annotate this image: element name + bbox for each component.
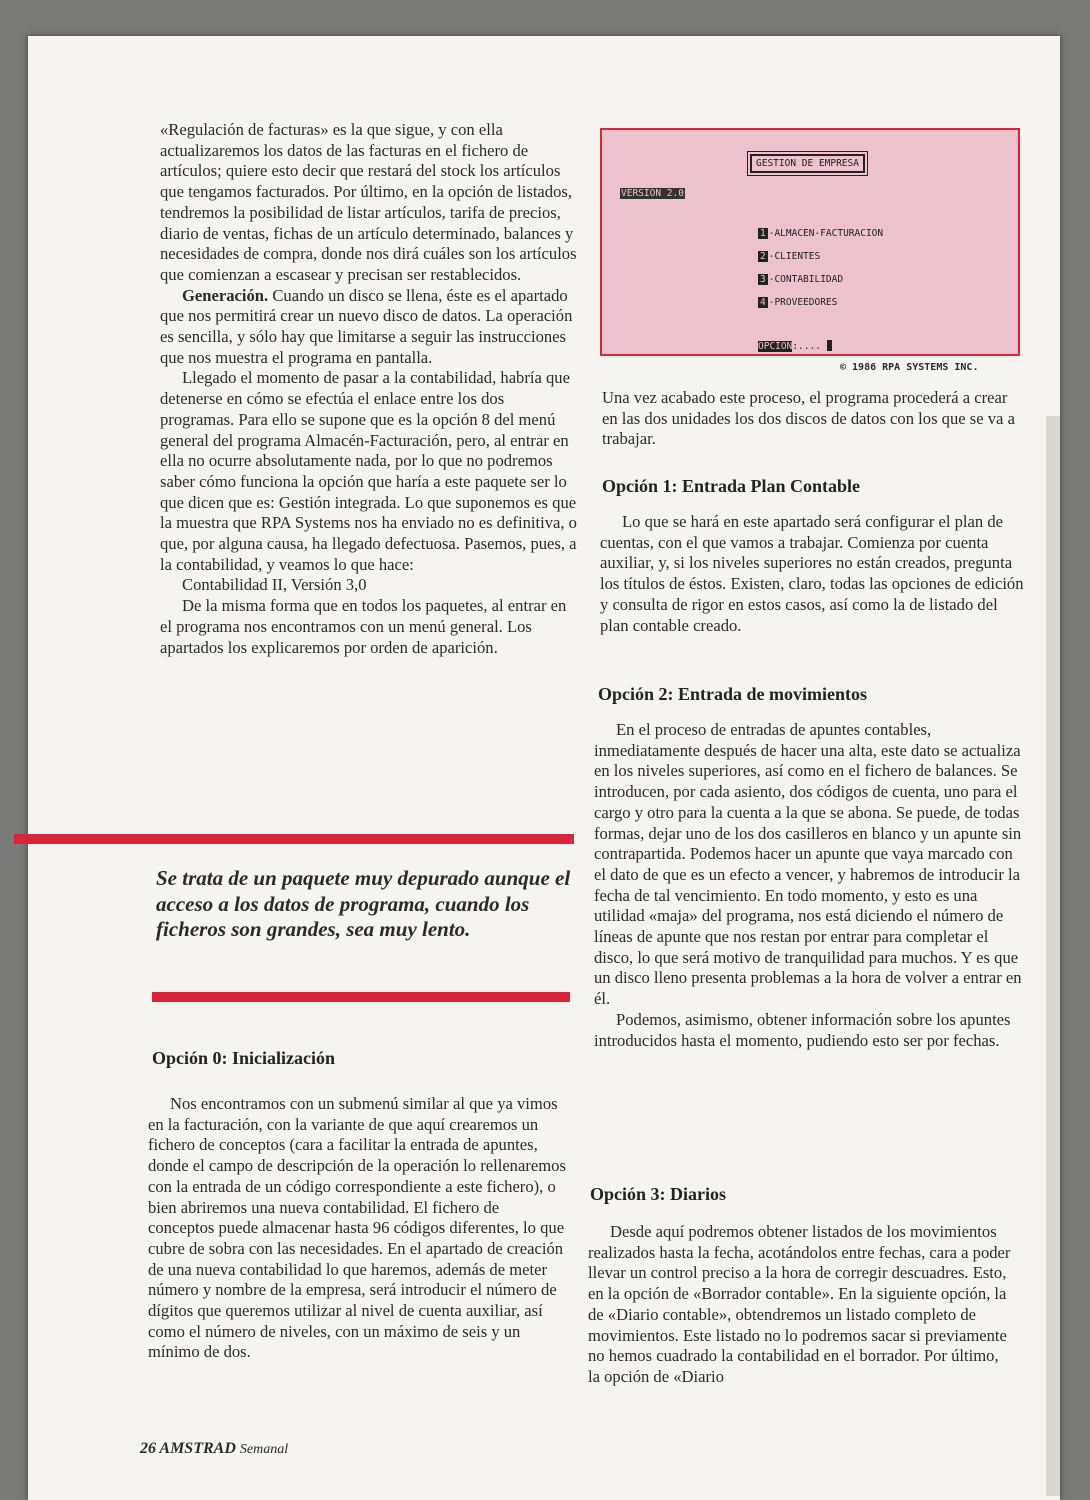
heading-opcion-0: Opción 0: Inicialización (152, 1048, 336, 1068)
screen-prompt: OPCION:.... (758, 340, 832, 352)
paragraph-inicializacion: Nos encontramos con un submenú similar al que ya vimos en la facturación, con la variante de que aquí crearemos un fichero de conceptos (cara a facilitar la entrada de apuntes, donde el campo de descripción de la operación lo rellenaremos con la entrada de un código correspondiente a este fichero), o bien abriremos una nueva contabilidad. El fichero de conceptos puede almacenar hasta 96 códigos diferentes, lo que cubre de sobra con las necesidades. En el apartado de creación de una nueva contabilidad lo que haremos, además de meter número y nombre de la empresa, será introducir el número de dígitos que queremos utilizar al nivel de cuenta auxiliar, así como el número de niveles, con un máximo de seis y un mínimo de dos. (148, 1094, 566, 1362)
opcion-0-body (148, 1094, 568, 1363)
pull-quote: Se trata de un paquete muy depurado aunque el acceso a los datos de programa, cuando los ficheros son grandes, sea muy lento. (156, 866, 571, 941)
magazine-section: Semanal (239, 1442, 289, 1457)
opcion-1-body (600, 512, 1024, 636)
heading-opcion-2: Opción 2: Entrada de movimientos (598, 684, 868, 704)
paragraph-enlace: Llegado el momento de pasar a la contabilidad, habría que detenerse en cómo se efectúa el enlace entre los dos programas. Para ello se supone que es la opción 8 del menú general del programa Almacén-Facturación, pero, al entrar en ella no ocurre absolutamente nada, por lo que no podremos saber cómo funciona la opción que haría a este paquete ser lo que dicen que es: Gestión integrada. Lo que suponemos es que la muestra que RPA Systems nos ha enviado no es definitiva, o que, por alguna causa, ha llegado defectuosa. Pasemos, pues, a la contabilidad, y veamos lo que hace: (160, 368, 577, 574)
screen-version: VERSION 2.0 (621, 188, 684, 199)
quote-top-rule (14, 834, 574, 844)
screenshot-copyright: © 1986 RPA SYSTEMS INC. (840, 362, 979, 373)
screen-menu-item: 1 -ALMACEN-FACTURACION (760, 228, 884, 239)
cursor-icon (827, 340, 832, 351)
magazine-name: AMSTRAD (159, 1440, 236, 1457)
paragraph-regulacion: «Regulación de facturas» es la que sigue, y con ella actualizaremos los datos de las facturas en el fichero de artículos; quiere esto decir que restará del stock los artículos que tengamos facturados. Por último, en la opción de listados, tendremos la posibilidad de listar artículos, tarifa de precios, diario de ventas, fichas de un artículo determinado, balances y necesidades de compra, donde nos dirá cuáles son los artículos que comienzan a escasear y precisan ser restablecidos. (160, 120, 577, 284)
screen-title: GESTION DE EMPRESA (750, 154, 865, 173)
screen-menu-item: 2 -CLIENTES (760, 251, 821, 262)
generacion-label: Generación. (182, 285, 269, 305)
page-footer (140, 1440, 288, 1458)
paragraph-generacion (160, 286, 580, 369)
paragraph-intro: Una vez acabado este proceso, el programa procederá a crear en las dos unidades los dos discos de datos con los que se va a trabajar. (602, 388, 1015, 449)
heading-opcion-3: Opción 3: Diarios (590, 1184, 727, 1204)
opcion-2-body (594, 720, 1022, 1051)
paragraph-version: Contabilidad II, Versión 3,0 (182, 575, 367, 595)
paragraph-plan-contable: Lo que se hará en este apartado será configurar el plan de cuentas, con el que vamos a trabajar. Comienza por cuenta auxiliar, y, si los niveles superiores no están creados, pregunta los títulos de éstos. Existen, claro, todas las opciones de edición y consulta de rigor en estos casos, así como la de listado del plan contable creado. (600, 512, 1024, 635)
right-intro (602, 388, 1022, 450)
heading-opcion-1: Opción 1: Entrada Plan Contable (602, 476, 861, 496)
paragraph-informacion: Podemos, asimismo, obtener información sobre los apuntes introducidos hasta el momento, pudiendo esto ser por fechas. (594, 1009, 1011, 1050)
magazine-page (28, 36, 1060, 1500)
page-number: 26 (140, 1440, 156, 1457)
screen-menu (758, 222, 883, 314)
paragraph-menu-general: De la misma forma que en todos los paquetes, al entrar en el programa nos encontramos con un menú general. Los apartados los explicaremos por orden de aparición. (160, 596, 567, 657)
screen-menu-item: 3 -CONTABILIDAD (760, 274, 844, 285)
generacion-text: Cuando un disco se llena, éste es el apartado que nos permitirá crear un nuevo disco de datos. La operación es sencilla, y sólo hay que limitarse a seguir las instrucciones que nos muestra el programa en pantalla. (160, 285, 573, 367)
left-column-top (160, 120, 580, 658)
quote-bottom-rule (152, 992, 570, 1002)
opcion-3-body (588, 1222, 1014, 1388)
paragraph-movimientos: En el proceso de entradas de apuntes contables, inmediatamente después de hacer una alta, este dato se actualiza en los niveles superiores, así como en el fichero de balances. Se introducen, por cada asiento, dos códigos de cuenta, uno para el cargo y otro para la cuenta a la que se abona. Se puede, de todas formas, dejar uno de los dos casilleros en blanco y un apunte sin contrapartida. Podemos hacer un apunte que vaya marcado con el dato de que es un efecto a vencer, y habremos de introducir la fecha de tal vencimiento. En todo momento, y esto es una utilidad «maja» del programa, nos está diciendo el número de líneas de apunte que nos restan por entrar para completar el disco, lo que será motivo de tranquilidad para muchos. Y es que un disco lleno presenta problemas a la hora de volver a entrar en él. (594, 720, 1022, 1009)
paragraph-diarios: Desde aquí podremos obtener listados de los movimientos realizados hasta la fecha, acotándolos entre fechas, cara a poder llevar un control preciso a la hora de corregir descuadres. Esto, en la opción de «Borrador contable». En la siguiente opción, la de «Diario contable», obtendremos un listado completo de movimientos. Este listado no lo podremos sacar si previamente no hemos cuadrado la contabilidad en el borrador. Por último, la opción de «Diario (588, 1222, 1011, 1386)
screen-menu-item: 4 -PROVEEDORES (760, 297, 838, 308)
page-edge (1046, 416, 1060, 1496)
program-screenshot (600, 128, 1020, 356)
